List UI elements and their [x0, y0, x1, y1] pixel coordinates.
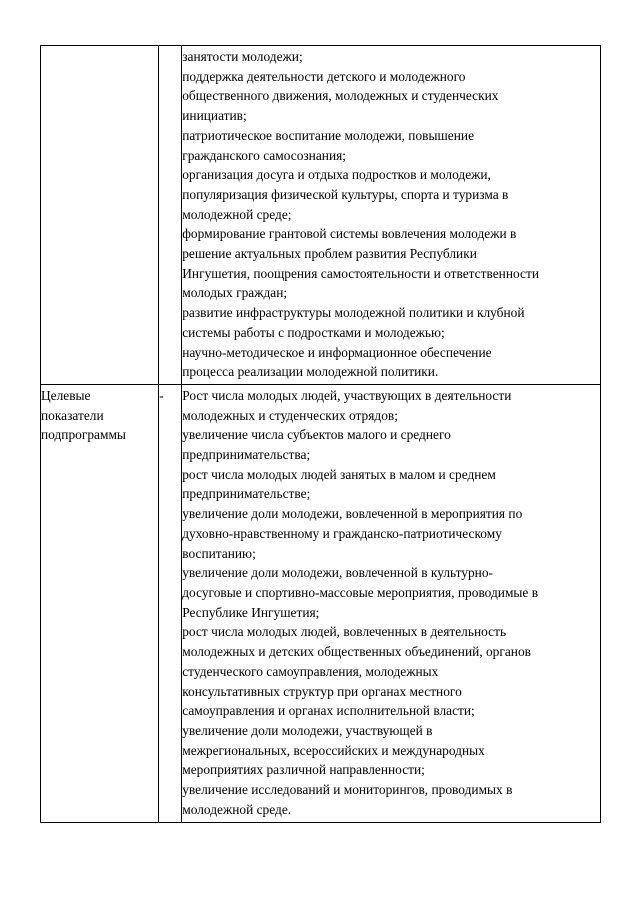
content-line: воспитанию; — [182, 545, 256, 561]
content-line: студенческого самоуправления, молодежных — [182, 663, 439, 679]
program-table — [40, 45, 601, 823]
row-content-cell — [182, 46, 601, 385]
content-line: патриотическое воспитание молодежи, повышение — [182, 127, 475, 143]
content-line: гражданского самосознания; — [182, 147, 347, 163]
row-dash-cell — [159, 46, 182, 385]
row-label-line: Целевые — [41, 387, 91, 403]
content-line: инициатив; — [182, 108, 247, 124]
row-label-cell — [41, 384, 159, 822]
content-line: формирование грантовой системы вовлечения молодежи в — [182, 226, 517, 242]
content-line: решение актуальных проблем развития Республики — [182, 246, 477, 262]
row-dash-cell — [159, 384, 182, 822]
row-label-cell — [41, 46, 159, 385]
table-row — [41, 46, 601, 385]
content-line: мероприятиях различной направленности; — [182, 762, 425, 778]
content-line: предпринимательстве; — [182, 486, 311, 502]
content-line: популяризация физической культуры, спорта и туризма в — [182, 186, 509, 202]
content-line: развитие инфраструктуры молодежной политики и клубной — [182, 305, 525, 321]
row-label-line: подпрограммы — [41, 427, 126, 443]
content-line: досуговые и спортивно-массовые мероприятия, проводимые в — [182, 584, 539, 600]
content-line: духовно-нравственному и гражданско-патриотическому — [182, 525, 502, 541]
dash-mark: - — [159, 387, 164, 403]
content-line: межрегиональных, всероссийских и международных — [182, 742, 485, 758]
content-line: увеличение доли молодежи, участвующей в — [182, 722, 433, 738]
content-line: молодых граждан; — [182, 285, 288, 301]
content-line: научно-методическое и информационное обеспечение — [182, 344, 492, 360]
content-line: системы работы с подростками и молодежью; — [182, 324, 445, 340]
content-line: рост числа молодых людей, вовлеченных в деятельность — [182, 624, 507, 640]
content-line: рост числа молодых людей занятых в малом и среднем — [182, 466, 496, 482]
content-line: предпринимательства; — [182, 447, 311, 463]
content-line: увеличение доли молодежи, вовлеченной в культурно- — [182, 565, 493, 581]
content-line: увеличение исследований и мониторингов, проводимых в — [182, 782, 513, 798]
content-line: увеличение числа субъектов малого и среднего — [182, 427, 451, 443]
content-line: Рост числа молодых людей, участвующих в деятельности — [182, 387, 512, 403]
content-line: общественного движения, молодежных и студенческих — [182, 88, 499, 104]
table-row — [41, 384, 601, 822]
row-label-line: показатели — [41, 407, 104, 423]
content-line: поддержка деятельности детского и молодежного — [182, 68, 466, 84]
content-line: Республике Ингушетия; — [182, 604, 320, 620]
content-line: молодежной среде. — [182, 801, 292, 817]
content-line: увеличение доли молодежи, вовлеченной в мероприятия по — [182, 506, 523, 522]
content-line: молодежных и студенческих отрядов; — [182, 407, 398, 423]
content-line: процесса реализации молодежной политики. — [182, 364, 439, 380]
row-content-cell — [182, 384, 601, 822]
content-line: Ингушетия, поощрения самостоятельности и ответственности — [182, 265, 539, 281]
content-line: консультативных структур при органах местного — [182, 683, 462, 699]
content-line: молодежной среде; — [182, 206, 292, 222]
content-line: молодежных и детских общественных объединений, органов — [182, 644, 531, 660]
content-line: организация досуга и отдыха подростков и молодежи, — [182, 167, 491, 183]
content-line: самоуправления и органах исполнительной власти; — [182, 703, 475, 719]
content-line: занятости молодежи; — [182, 49, 303, 64]
